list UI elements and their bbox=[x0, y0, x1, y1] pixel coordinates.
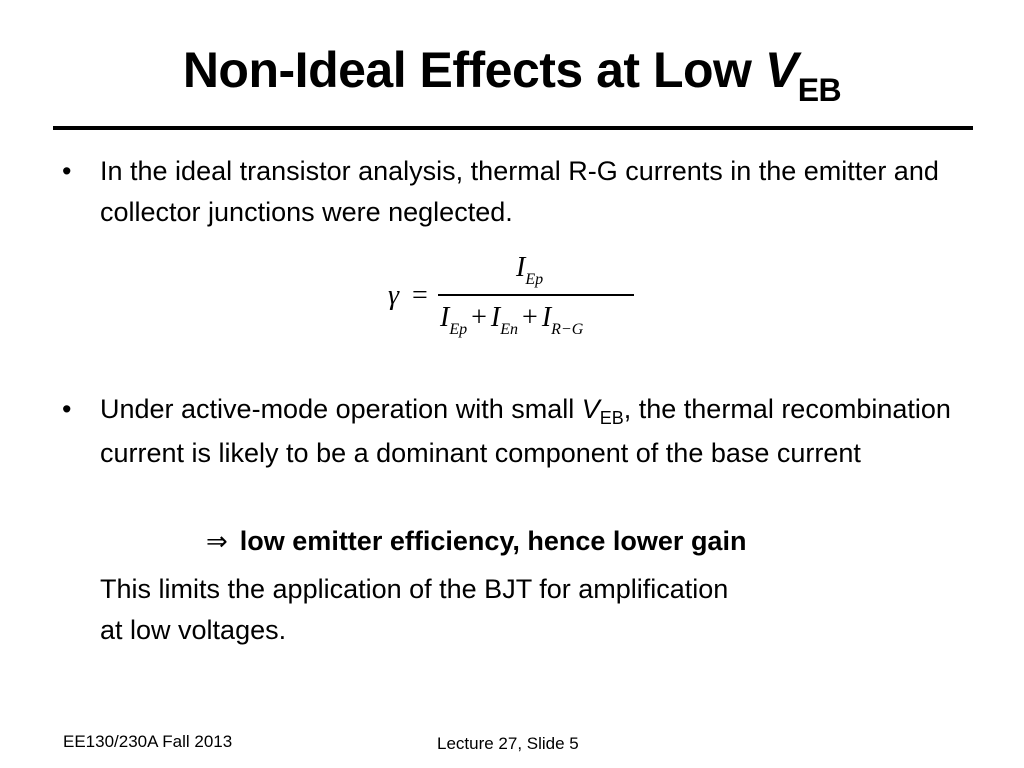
title-text: Non-Ideal Effects at Low bbox=[182, 42, 765, 98]
slide-title bbox=[0, 38, 1024, 108]
implies-arrow-icon: ⇒ bbox=[206, 527, 228, 557]
gamma-equation bbox=[386, 252, 646, 352]
footer-course: EE130/230A Fall 2013 bbox=[63, 732, 233, 751]
footer-slide-number: Lecture 27, Slide 5 bbox=[437, 734, 579, 753]
equation-numerator: $I_{Ep}$ bbox=[516, 252, 544, 288]
equation-lhs: γ bbox=[388, 280, 400, 311]
bullet-text-1: In the ideal transistor analysis, thermal R-G currents in the emitter and collector junctions were neglected. bbox=[100, 156, 939, 227]
bullet-text-2: Under active-mode operation with small $V_{EB}$, the thermal recombination current is likely to be a dominant component of the base current bbox=[100, 394, 951, 468]
bullet-marker: • bbox=[62, 394, 72, 424]
equation-equals: = bbox=[412, 280, 428, 311]
title-subscript: EB bbox=[797, 72, 842, 108]
title-variable: V bbox=[764, 42, 798, 98]
implication-text: low emitter efficiency, hence lower gain bbox=[239, 526, 747, 556]
implication-line bbox=[206, 521, 746, 563]
conclusion-text: This limits the application of the BJT for amplification at low voltages. bbox=[100, 574, 729, 645]
equation-denominator: $I_{Ep} + I_{En} + I_{R-G}$ bbox=[440, 302, 584, 338]
bullet-marker: • bbox=[62, 156, 72, 186]
fraction-bar bbox=[438, 294, 634, 296]
title-divider bbox=[53, 126, 973, 130]
